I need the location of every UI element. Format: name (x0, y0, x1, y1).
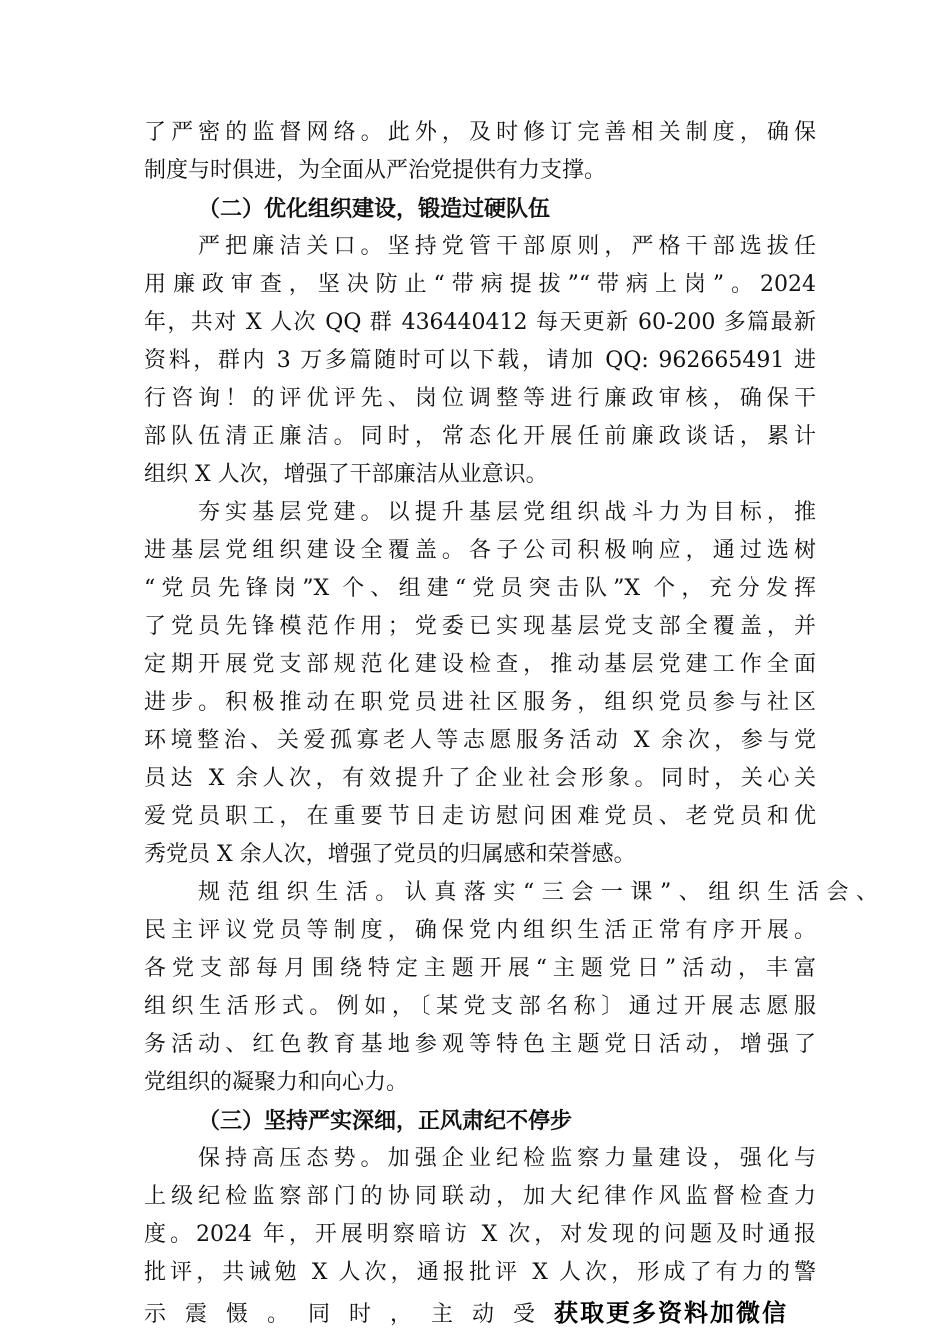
text-line: 秀党员 X 余人次，增强了党员的归属感和荣誉感。 (144, 842, 636, 867)
text-line: 党组织的凝聚力和向心力。 (144, 1070, 409, 1095)
paragraph-first-line: 保持高压态势。加强企业纪检监察力量建设，强化与 (198, 1146, 816, 1171)
text-line: 制度与时俱进，为全面从严治党提供有力支撑。 (144, 158, 607, 183)
text-line: 爱党员职工，在重要节日走访慰问困难党员、老党员和优 (144, 804, 816, 829)
text-line: 进步。积极推动在职党员进社区服务，组织党员参与社区 (144, 690, 816, 715)
section-heading: （二）优化组织建设，锻造过硬队伍 (198, 196, 551, 222)
text-line: 部队伍清正廉洁。同时，常态化开展任前廉政谈话，累计 (144, 424, 816, 449)
paragraph-first-line: 夯实基层党建。以提升基层党组织战斗力为目标，推 (198, 500, 816, 525)
text-line: 了严密的监督网络。此外，及时修订完善相关制度，确保 (144, 120, 816, 145)
text-line: 度。2024 年，开展明察暗访 X 次，对发现的问题及时通报 (144, 1222, 816, 1247)
promo-overlay-text: 获取更多资料加微信 (554, 1299, 789, 1327)
text-line: 用廉政审查，坚决防止“带病提拔”“带病上岗”。2024 (144, 272, 816, 297)
text-line: 了党员先锋模范作用；党委已实现基层党支部全覆盖，并 (144, 614, 816, 639)
text-line: 民主评议党员等制度，确保党内组织生活正常有序开展。 (144, 918, 816, 943)
text-line: “党员先锋岗”X 个、组建“党员突击队”X 个，充分发挥 (144, 576, 816, 601)
text-line: 批评，共诫勉 X 人次，通报批评 X 人次，形成了有力的警 (144, 1260, 816, 1285)
text-line: 资料，群内 3 万多篇随时可以下载，请加 QQ: 962665491 进 (144, 348, 816, 373)
text-line: 各党支部每月围绕特定主题开展“主题党日”活动，丰富 (144, 956, 816, 981)
paragraph-first-line: 严把廉洁关口。坚持党管干部原则，严格干部选拔任 (198, 234, 816, 259)
section-heading: （三）坚持严实深细，正风肃纪不停步 (198, 1108, 573, 1134)
text-line-start: 示震慑。同时，主动受 (144, 1302, 555, 1327)
text-line: 行咨询！的评优评先、岗位调整等进行廉政审核，确保干 (144, 386, 816, 411)
paragraph-first-line: 规范组织生活。认真落实“三会一课”、组织生活会、 (198, 880, 878, 905)
text-line: 组织生活形式。例如，〔某党支部名称〕通过开展志愿服 (144, 994, 816, 1019)
text-line: 组织 X 人次，增强了干部廉洁从业意识。 (144, 462, 548, 487)
text-line: 员达 X 余人次，有效提升了企业社会形象。同时，关心关 (144, 766, 816, 791)
text-line-with-overlay (144, 1294, 816, 1332)
text-line: 年，共对 X 人次 QQ 群 436440412 每天更新 60-200 多篇最新 (144, 310, 816, 335)
text-line: 进基层党组织建设全覆盖。各子公司积极响应，通过选树 (144, 538, 816, 563)
text-line: 环境整治、关爱孤寡老人等志愿服务活动 X 余次，参与党 (144, 728, 816, 753)
text-line: 务活动、红色教育基地参观等特色主题党日活动，增强了 (144, 1032, 816, 1057)
text-line: 上级纪检监察部门的协同联动，加大纪律作风监督检查力 (144, 1184, 816, 1209)
text-line: 定期开展党支部规范化建设检查，推动基层党建工作全面 (144, 652, 816, 677)
